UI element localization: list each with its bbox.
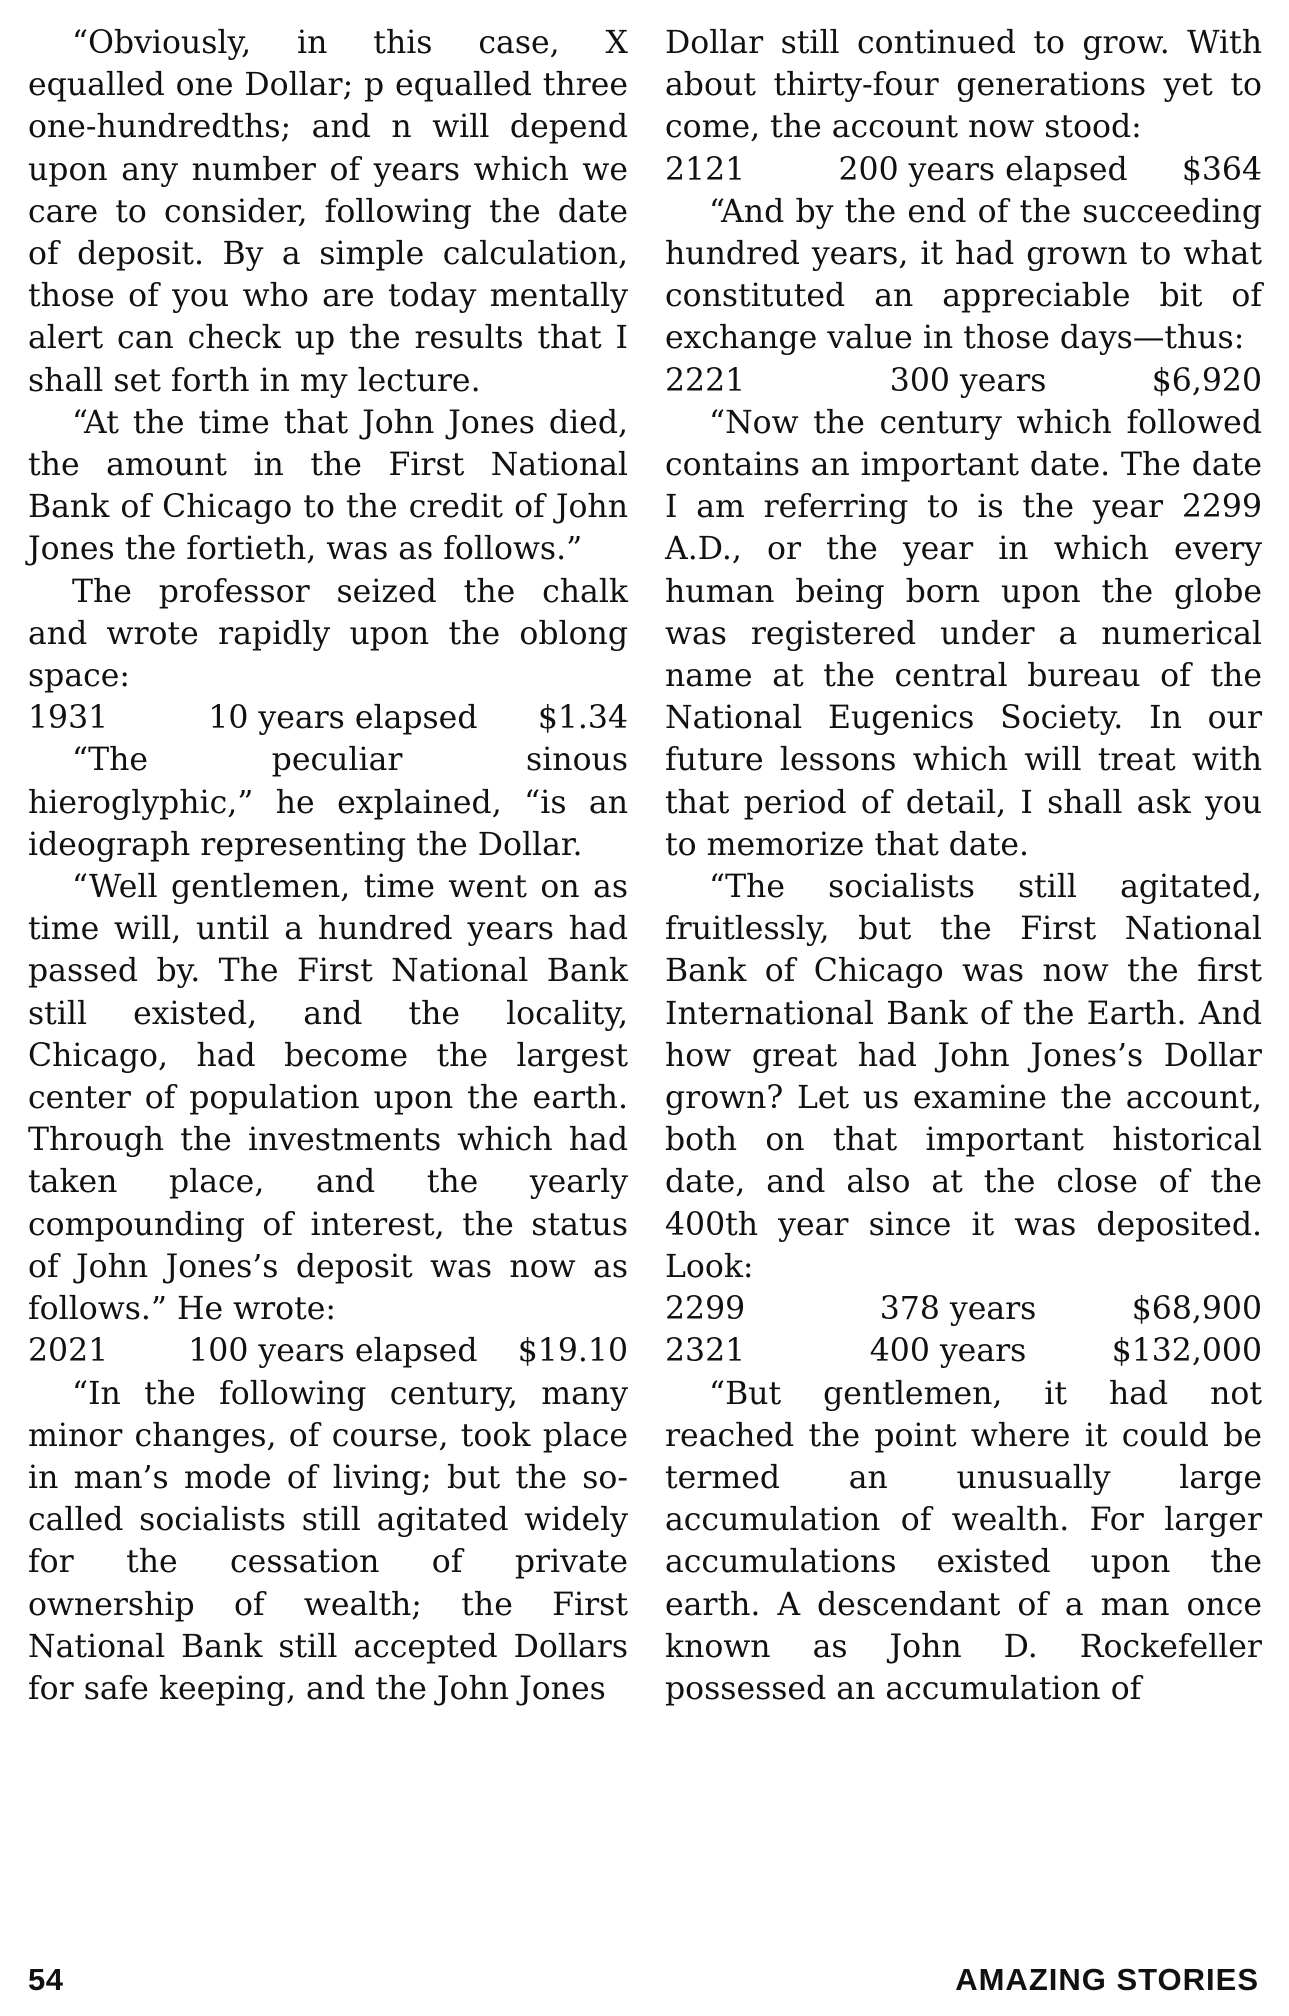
ledger-row-2321 [665, 1330, 1262, 1372]
ledger-row-2021 [28, 1330, 628, 1372]
ledger-amount: $1.34 [537, 700, 628, 737]
ledger-row-1931 [28, 697, 628, 739]
ledger-elapsed: 400 years [869, 1333, 1027, 1370]
ledger-amount: $132,000 [1111, 1333, 1262, 1370]
paragraph: The professor seized the chalk and wrote rapidly upon the oblong space: [28, 573, 628, 695]
page-number: 54 [28, 1962, 64, 1997]
paragraph: “At the time that John Jones died, the amount in the First National Bank of Chicago to the credit of John Jones the fortieth, was as follows.” [28, 404, 628, 568]
left-column [28, 22, 628, 1710]
ledger-row-2299 [665, 1288, 1262, 1330]
paragraph: “In the following century, many minor changes, of course, took place in man’s mode of living; but the so-called socialists still agitated widely for the cessation of private ownership of wealth; the First National Bank still accepted Dollars for safe keeping, and the John Jones [28, 1375, 628, 1707]
paragraph: “The socialists still agitated, fruitlessly, but the First National Bank of Chicago was now the first International Bank of the Earth. And how great had John Jones’s Dollar grown? Let us examine the account, both on that important historical date, and also at the close of the 400th year since it was deposited. Look: [665, 869, 1262, 1285]
ledger-row-2221 [665, 360, 1262, 402]
ledger-elapsed: 200 years elapsed [838, 151, 1128, 188]
ledger-amount: $68,900 [1131, 1291, 1262, 1328]
paragraph: “Now the century which followed contains an important date. The date I am referring to is the year 2299 A.D., or the year in which every human being born upon the globe was registered under a numerical name at the central bureau of the National Eugenics Society. In our future lessons which will treat with that period of detail, I shall ask you to memorize that date. [665, 404, 1262, 863]
ledger-elapsed: 10 years elapsed [208, 700, 478, 737]
paragraph: “But gentlemen, it had not reached the point where it could be termed an unusually large accumulation of wealth. For larger accumulations existed upon the earth. A descendant of a man once known as John D. Rockefeller possessed an accumulation of [665, 1375, 1262, 1707]
ledger-year: 2121 [665, 151, 746, 188]
ledger-year: 2299 [665, 1291, 746, 1328]
ledger-year: 2021 [28, 1333, 109, 1370]
ledger-amount: $19.10 [517, 1333, 628, 1370]
paragraph: “The peculiar sinous hieroglyphic,” he explained, “is an ideograph representing the Dollar. [28, 742, 628, 863]
ledger-elapsed: 300 years [889, 362, 1047, 399]
paragraph: “And by the end of the succeeding hundred years, it had grown to what constituted an appreciable bit of exchange value in those days—thus: [665, 193, 1262, 357]
ledger-year: 2221 [665, 362, 746, 399]
paragraph: Dollar still continued to grow. With about thirty-four generations yet to come, the account now stood: [665, 25, 1262, 146]
ledger-row-2121 [665, 149, 1262, 191]
paragraph: “Obviously, in this case, X equalled one Dollar; p equalled three one-hundredths; and n will depend upon any number of years which we care to consider, following the date of deposit. By a simple calculation, those of you who are today mentally alert can check up the results that I shall set forth in my lecture. [28, 25, 628, 399]
ledger-year: 1931 [28, 700, 109, 737]
ledger-amount: $364 [1181, 151, 1262, 188]
paragraph: “Well gentlemen, time went on as time will, until a hundred years had passed by. The First National Bank still existed, and the locality, Chicago, had become the largest center of population upon the earth. Through the investments which had taken place, and the yearly compounding of interest, the status of John Jones’s deposit was now as follows.” He wrote: [28, 869, 628, 1328]
right-column [665, 22, 1262, 1710]
ledger-elapsed: 100 years elapsed [188, 1333, 478, 1370]
ledger-year: 2321 [665, 1333, 746, 1370]
running-title: AMAZING STORIES [955, 1962, 1259, 1997]
ledger-amount: $6,920 [1151, 362, 1262, 399]
ledger-elapsed: 378 years [879, 1291, 1037, 1328]
